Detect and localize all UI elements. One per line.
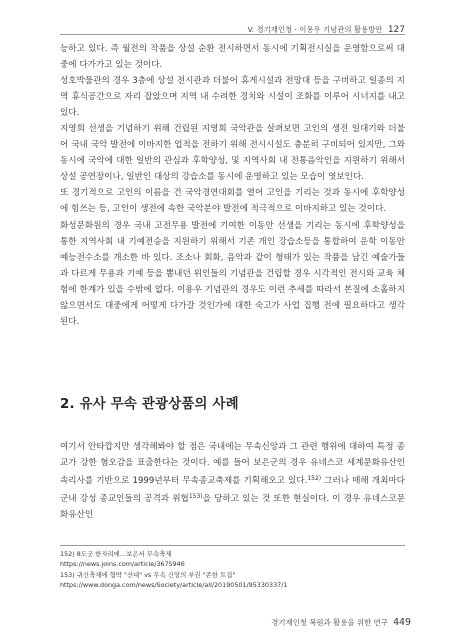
publication-title: 경기재인청 복원과 활용을 위한 연구	[271, 618, 388, 627]
paragraph-text: 여기서 안타깝지만 생각해봐야 할 점은 국내에는 무속신앙과 그 관련 행위에 대하여 특정 종교가 강한 혐오감을 표출한다는 것이다. 예를 들어 보은군의 경우 유네스코 세계문화유산인 속리사를 기반으로 1999년부터 무속종교축제를 기획해오고 있다.	[60, 442, 405, 487]
section-heading: 2. 유사 무속 관광상품의 사례	[60, 397, 239, 412]
footnotes	[60, 549, 405, 591]
footnote-line: 153) 귀신축제에 협박 "산대" vs 무속 신앙의 부권 "존한 트집"	[60, 570, 236, 579]
footnote-ref: 152)	[307, 475, 322, 483]
header-rule	[60, 34, 405, 35]
paragraph: 성호박물관의 경우 3층에 상설 전시관과 더불어 휴게시설과 전망대 등을 구비하고 일종의 지역 휴식공간으로 자리 잡았으며 지역 내 수려한 경치와 시설이 조화를 이루어 시너지를 내고 있다.	[60, 76, 405, 119]
running-footer	[271, 617, 411, 628]
paragraph: 능하고 있다. 즉 월전의 작품을 상설 순환 전시하면서 동시에 기획전시실을 운영함으로써 대중에 다가가고 있는 것이다.	[60, 44, 405, 71]
paragraph	[60, 439, 405, 523]
paragraph: 지영희 선생을 기념하기 위해 건립된 지영희 국악관을 살펴보면 고인의 생전 일대기와 더불어 국내 국악 발전에 이바지한 업적을 전하기 위해 전시시설도 충분히 구비되어 있지만, 그와 동시에 국악에 대한 일반의 관심과 후학양성, 및 지역사회 내 전통음악인을 지원하기 위해서 상설 공연장이나, 일반인 대상의 강습소를 동시에 운영하고 있는 모습이 엿보인다.	[60, 124, 405, 183]
footnote-rule	[60, 545, 405, 546]
paragraph-text: 그러나 매해 개최마다 군내 강성 종교인들의 공격과 위협	[60, 476, 405, 505]
header-page-number: 127	[387, 25, 405, 35]
paragraph: 또 경기적으로 고인의 이름을 건 국악경연대회를 열어 고인을 기리는 것과 동시에 후학양성에 힘쓰는 등, 고인이 생전에 속한 국악분야 발전에 적극적으로 이바지하고 있는 것이다.	[60, 188, 405, 215]
section-body	[60, 439, 405, 523]
footer-page-number: 449	[393, 617, 411, 628]
footnote-ref: 153)	[188, 493, 203, 501]
footnote-url: https://news.joins.com/article/3675946	[60, 560, 185, 569]
footnote-url: https://www.donga.com/news/Society/article/all/20190501/95330337/1	[60, 581, 288, 590]
paragraph-text: 을 당하고 있는 것 또한 현실이다. 이 경우 유네스코문화유산인	[60, 494, 405, 521]
paragraph: 화성문화원의 경우 국내 고전무용 발전에 기여한 이동안 선생을 기리는 동시에 후학양성을 통한 지역사회 내 기예전승을 지원하기 위해서 기존 개인 강습소등을 통합하여 운학 이동안 예능전수소를 개소한 바 있다. 조소나 회화, 음악과 같이 형태가 있는 작품을 남긴 예술가들과 다르게 무용과 기예 등을 뽐내던 위인들의 기념관을 건립할 경우 시각적인 전시와 교육 체험에 한계가 있을 수밖에 없다. 이용우 기념관의 경우도 이런 추세를 따라서 본질에 소홀하지 않으면서도 대중에게 어떻게 다가갈 것인가에 대한 숙고가 사업 집행 전에 필요하다고 생각된다.	[60, 220, 405, 327]
running-title: V. 경기재인청 · 이용우 기념관의 활용방안	[247, 25, 383, 34]
footnote-line: 152) 8도굿 한자리에…보은서 무속축제	[60, 550, 172, 558]
body-text	[60, 41, 405, 330]
